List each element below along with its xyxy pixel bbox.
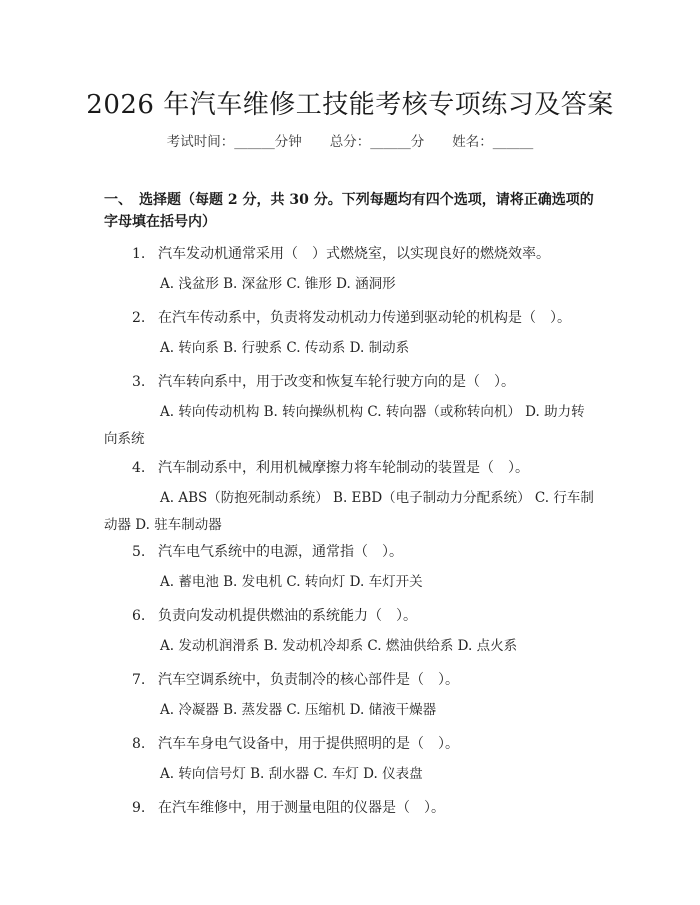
- question-item: [132, 541, 602, 561]
- question-options: A. 转向信号灯 B. 刮水器 C. 车灯 D. 仪表盘: [160, 766, 423, 782]
- question-text: 汽车转向系中，用于改变和恢复车轮行驶方向的是（ ）。: [158, 374, 515, 390]
- question-item: [132, 243, 602, 263]
- question-item: [132, 307, 602, 327]
- section-heading: 一、 选择题（每题 2 分，共 30 分。下列每题均有四个选项，请将正确选项的字母填在括号内）: [104, 192, 594, 230]
- question-options: A. 转向传动机构 B. 转向操纵机构 C. 转向器（或称转向机） D. 助力转向系统: [104, 404, 585, 447]
- exam-time-field: 考试时间：______分钟: [166, 134, 302, 150]
- page-title: 2026 年汽车维修工技能考核专项练习及答案: [86, 90, 614, 120]
- question-options: A. 发动机润滑系 B. 发动机冷却系 C. 燃油供给系 D. 点火系: [160, 638, 518, 654]
- question-number: 2.: [132, 310, 146, 326]
- question-options: A. 冷凝器 B. 蒸发器 C. 压缩机 D. 储液干燥器: [160, 702, 437, 718]
- question-number: 3.: [132, 374, 146, 390]
- question-item: [132, 605, 602, 625]
- question-number: 9.: [132, 800, 146, 816]
- question-item: [132, 797, 602, 817]
- question-text: 在汽车传动系中，负责将发动机动力传递到驱动轮的机构是（ ）。: [158, 310, 571, 326]
- question-text: 在汽车维修中，用于测量电阻的仪器是（ ）。: [158, 800, 445, 816]
- question-item: [132, 733, 602, 753]
- question-item: [132, 669, 602, 689]
- question-number: 1.: [132, 246, 146, 262]
- question-text: 汽车电气系统中的电源，通常指（ ）。: [158, 544, 403, 560]
- question-item: [132, 457, 602, 477]
- question-text: 负责向发动机提供燃油的系统能力（ ）。: [158, 608, 417, 624]
- exam-meta-line: [0, 130, 700, 150]
- question-options: A. 浅盆形 B. 深盆形 C. 锥形 D. 涵洞形: [160, 276, 396, 292]
- question-number: 8.: [132, 736, 146, 752]
- question-number: 4.: [132, 460, 146, 476]
- total-score-field: 总分：______分: [329, 134, 425, 150]
- question-options: A. 蓄电池 B. 发电机 C. 转向灯 D. 车灯开关: [160, 574, 423, 590]
- question-text: 汽车车身电气设备中，用于提供照明的是（ ）。: [158, 736, 459, 752]
- question-options: A. 转向系 B. 行驶系 C. 传动系 D. 制动系: [160, 340, 410, 356]
- question-text: 汽车空调系统中，负责制冷的核心部件是（ ）。: [158, 672, 459, 688]
- question-number: 5.: [132, 544, 146, 560]
- question-number: 6.: [132, 608, 146, 624]
- name-field: 姓名：______: [452, 134, 534, 150]
- question-item: [132, 371, 602, 391]
- question-options: A. ABS（防抱死制动系统） B. EBD（电子制动力分配系统） C. 行车制动器 D. 驻车制动器: [104, 490, 594, 533]
- question-number: 7.: [132, 672, 146, 688]
- question-text: 汽车制动系中，利用机械摩擦力将车轮制动的装置是（ ）。: [158, 460, 529, 476]
- question-text: 汽车发动机通常采用（ ）式燃烧室，以实现良好的燃烧效率。: [158, 246, 550, 262]
